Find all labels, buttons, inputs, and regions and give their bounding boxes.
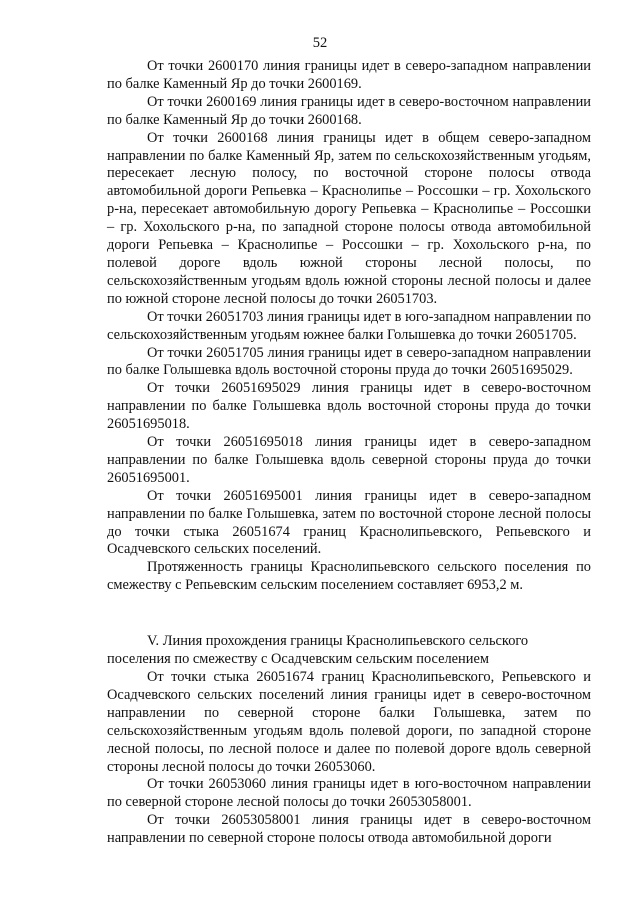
section-heading: V. Линия прохождения границы Краснолипьевского сельского поселения по смежеству с Осадчевским сельским поселением [107, 633, 529, 668]
paragraph: От точки 2600170 линия границы идет в северо-западном направлении по балке Каменный Яр до точки 2600169. [107, 58, 591, 92]
paragraph: От точки 2600169 линия границы идет в северо-восточном направлении по балке Каменный Яр до точки 2600168. [107, 93, 591, 128]
paragraph: От точки стыка 26051674 границ Краснолипьевского, Репьевского и Осадчевского сельских поселений линия границы идет в северо-восточном направлении по северной стороне балки Голышевка, затем по сельскохозяйственным угодьям вдоль полевой дороги, по западной стороне лесной полосы, по лесной полосе и далее по полевой дороге вдоль северной стороны лесной полосы до точки 26053060. [107, 669, 591, 775]
paragraph: От точки 26051703 линия границы идет в юго-западном направлении по сельскохозяйственным угодьям южнее балки Голышевка до точки 26051705. [107, 308, 591, 343]
paragraph: От точки 26051705 линия границы идет в северо-западном направлении по балке Голышевка вдоль восточной стороны пруда до точки 26051695029. [107, 344, 591, 379]
page-number: 52 [312, 35, 328, 51]
paragraph: От точки 2600168 линия границы идет в общем северо-западном направлении по балке Каменный Яр, затем по сельскохозяйственным угодьям, пересекает лесную полосу, по восточной стороне полосы отвода автомобильной дороги Репьевка – Краснолипье – Россошки – гр. Хохольского р-на, пересекает автомобильную дорогу Репьевка – Краснолипье – Россошки – гр. Хохольского р-на, по западной стороне полосы отвода автомобильной дороги Репьевка – Краснолипье – Россошки – гр. Хохольского р-на, по полевой дороге вдоль южной стороны лесной полосы, по сельскохозяйственным угодьям вдоль южной стороны лесной полосы и далее по южной стороне лесной полосы до точки 26051703. [107, 129, 591, 307]
paragraph: От точки 26051695001 линия границы идет в северо-западном направлении по балке Голышевка, затем по восточной стороне лесной полосы до точки стыка 26051674 границ Краснолипьевского, Репьевского и Осадчевского сельских поселений. [107, 487, 591, 558]
paragraph: От точки 26053058001 линия границы идет в северо-восточном направлении по северной стороне полосы отвода автомобильной дороги [107, 812, 591, 847]
boundary-length-summary: Протяженность границы Краснолипьевского сельского поселения по смежеству с Репьевским сельским поселением составляет 6953,2 м. [107, 559, 591, 594]
paragraph: От точки 26053060 линия границы идет в юго-восточном направлении по северной стороне лесной полосы до точки 26053058001. [107, 776, 591, 811]
paragraph: От точки 26051695029 линия границы идет в северо-восточном направлении по балке Голышевка вдоль восточной стороны пруда до точки 26051695018. [107, 380, 591, 433]
paragraph: От точки 26051695018 линия границы идет в северо-западном направлении по балке Голышевка вдоль северной стороны пруда до точки 26051695001. [107, 434, 591, 486]
document-body [107, 58, 591, 848]
